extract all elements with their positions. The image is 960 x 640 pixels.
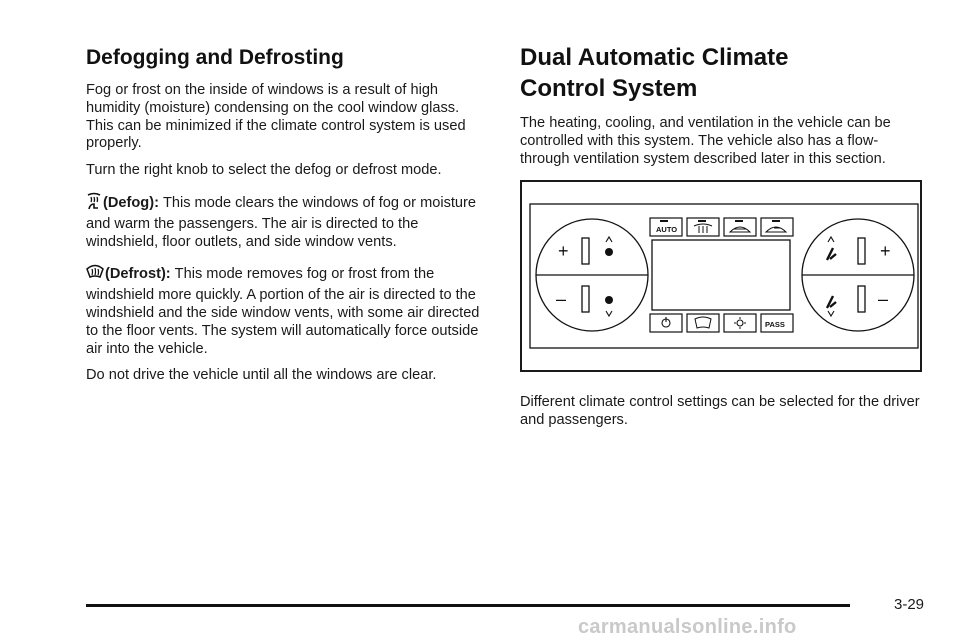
seat-airflow-icon-lower xyxy=(827,296,836,308)
right-column xyxy=(520,40,925,439)
defrost-text: This mode removes fog or frost from the windshield more quickly. A portion of the air is directed to the windshield and the side window vents, with some air directed to the floor vents. The system will automatically force outside air into the vehicle. xyxy=(86,266,480,357)
defog-label: (Defog): xyxy=(103,194,159,211)
defog-icon xyxy=(86,192,102,216)
defog-mode-description xyxy=(86,192,486,251)
driver-temperature-knob xyxy=(536,219,648,331)
paragraph-warning: Do not drive the vehicle until all the windows are clear. xyxy=(86,367,437,384)
defrost-icon xyxy=(86,263,104,287)
passenger-temperature-knob xyxy=(802,219,914,331)
fan-speed-icon xyxy=(737,320,743,326)
section-heading-defogging: Defogging and Defrosting xyxy=(86,46,344,69)
pass-button-label: PASS xyxy=(765,320,785,330)
seat-airflow-icon-upper xyxy=(827,248,836,260)
driver-plus-label: + xyxy=(558,241,569,262)
watermark-text: carmanualsonline.info xyxy=(578,616,797,638)
display-screen xyxy=(652,240,790,310)
section-heading-dual-climate xyxy=(520,42,925,104)
defrost-label: (Defrost): xyxy=(105,266,171,283)
paragraph-settings: Different climate control settings can be selected for the driver and passengers. xyxy=(520,394,920,429)
fan-icon-upper xyxy=(605,248,613,256)
passenger-plus-label: + xyxy=(880,241,891,262)
left-column xyxy=(86,40,486,394)
paragraph-select-mode: Turn the right knob to select the defog or defrost mode. xyxy=(86,162,442,179)
page-number: 3-29 xyxy=(894,596,925,613)
footer-rule xyxy=(86,604,850,607)
paragraph-system-intro: The heating, cooling, and ventilation in the vehicle can be controlled with this system. The vehicle also has a flow-through ventilation system described later in this section. xyxy=(520,115,891,167)
paragraph-intro: Fog or frost on the inside of windows is a result of high humidity (moisture) condensing on the cool window glass. This can be minimized if the climate control system is used properly. xyxy=(86,82,466,152)
rear-defrost-icon xyxy=(695,317,711,328)
defrost-mode-description xyxy=(86,263,486,358)
auto-button-label: AUTO xyxy=(656,225,678,235)
driver-minus-label: – xyxy=(556,289,567,310)
heading-line-2: Control System xyxy=(520,75,698,102)
heading-line-1: Dual Automatic Climate xyxy=(520,44,789,71)
fan-icon-lower xyxy=(605,296,613,304)
defog-text: This mode clears the windows of fog or moisture and warm the passengers. The air is directed to the windshield, floor outlets, and side window vents. xyxy=(86,194,477,250)
climate-control-panel-figure xyxy=(520,180,922,372)
passenger-minus-label: – xyxy=(878,289,889,310)
climate-panel-illustration xyxy=(522,182,920,370)
